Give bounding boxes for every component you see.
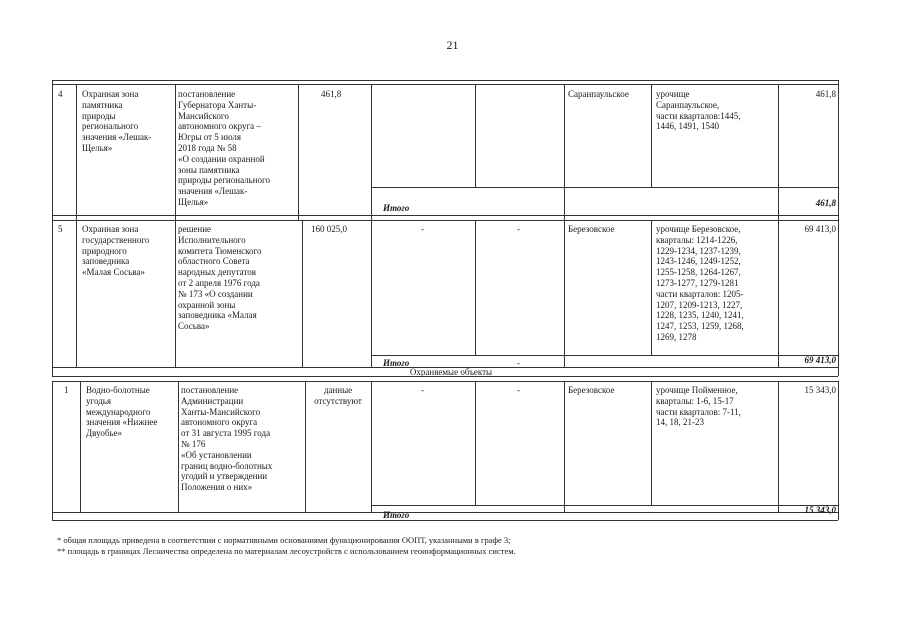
cell-dash: - (421, 385, 424, 395)
total-value: 69 413,0 (804, 355, 836, 365)
object-name: Охранная зона памятника природы регионального значения «Лешак- Щелья» (82, 89, 152, 153)
object-name: Охранная зона государственного природного заповедника «Малая Сосьва» (82, 224, 150, 278)
row-number: 4 (58, 89, 63, 99)
total-area: 160 025,0 (311, 224, 347, 234)
forest-area: 15 343,0 (804, 385, 836, 395)
legal-document: постановление Губернатора Ханты- Мансийского автономного округа – Югры от 5 июля 2018 года № 58 «О создании охранной зоны памятника природы регионального значения «Лешак- Щелья» (178, 89, 271, 207)
forest-area: 69 413,0 (804, 224, 836, 234)
object-name: Водно-болотные угодья международного значения «Нижнее Двуобье» (86, 385, 158, 439)
location-description: урочище Березовское, кварталы: 1214-1226, 1229-1234, 1237-1239, 1243-1246, 1249-1252, 1255-1258, 1264-1267, 1273-1277, 1279-1281 части кварталов: 1205- 1207, 1209-1213, 1227, 1228, 1235, 1240, 1241, 1247, 1253, 1259, 1268, 1269, 1278 (656, 224, 744, 342)
forest-area: 461,8 (815, 89, 836, 99)
row-number: 5 (58, 224, 63, 234)
location-description: урочище Саранпаульское, части кварталов:1445, 1446, 1491, 1540 (656, 89, 741, 132)
legal-document: решение Исполнительного комитета Тюменского областного Совета народных депутатов от 2 апреля 1976 года № 173 «О создании охранной зоны заповедника «Малая Сосьва» (178, 224, 262, 332)
forestry-name: Саранпаульское (568, 89, 629, 99)
total-area: 461,8 (321, 89, 342, 99)
legal-document: постановление Администрации Ханты-Мансийского автономного округа от 31 августа 1995 года № 176 «Об установлении границ водно-болотных угодий и утверждении Положения о них» (181, 385, 273, 493)
row-number: 1 (64, 385, 69, 395)
total-label: Итого (383, 510, 410, 520)
total-area: данные отсутствуют (314, 385, 362, 406)
footnote: ** площадь в границах Лесничества определена по материалам лесоустройств с использованием геоинформационных систем. (57, 546, 516, 556)
location-description: урочище Пойменное, кварталы: 1-6, 15-17 части кварталов: 7-11, 14, 18, 21-23 (656, 385, 741, 428)
footnote: * общая площадь приведена в соответствии с нормативными основаниями функционирования ООПТ, указанными в графе 3; (57, 535, 511, 545)
cell-dash: - (517, 224, 520, 234)
total-label: Итого (383, 358, 410, 368)
cell-dash: - (517, 358, 520, 368)
total-label: Итого (383, 203, 410, 213)
total-value: 15 343,0 (804, 505, 836, 515)
forestry-name: Березовское (568, 385, 615, 395)
cell-dash: - (517, 385, 520, 395)
section-header: Охраняемые объекты (409, 367, 493, 377)
cell-dash: - (421, 224, 424, 234)
total-value: 461,8 (815, 198, 836, 208)
forestry-name: Березовское (568, 224, 615, 234)
page-number: 21 (446, 38, 459, 52)
